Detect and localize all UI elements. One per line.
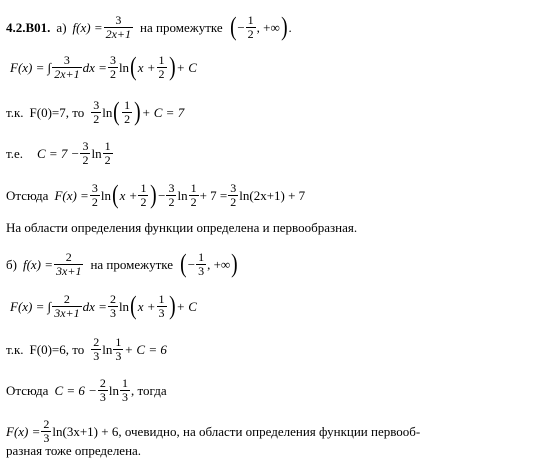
part-a-f-fraction: $\frac{3}{2x+1}$ [105,13,132,41]
part-b-final-line: F(x) = $\frac{2}{3}$ ln(3x+1) + 6 , очевидно, на области определения функции первооб- [6,417,421,445]
part-b-condition-line: т.к. F(0)=6, то $\frac{2}{3}$ ln $\frac{1}{3}$ + C = 6 [6,335,167,363]
part-a-conclusion: На области определения функции определена и первообразная. [6,220,358,235]
part-b-final-line-2: разная тоже определена. [6,443,142,458]
part-b-label: б) [6,256,17,272]
part-b-function-line: б) f(x) = $\frac{2}{3x+1}$ на промежутке ( − $\frac{1}{3}$ , +∞ ) [6,249,238,279]
part-b-primitive-line: F(x) = ∫ $\frac{2}{3x+1}$ dx = $\frac{2}{3}$ ln ( x + $\frac{1}{3}$ ) + C [10,291,197,321]
part-a-interval-fraction: $\frac{1}{2}$ [247,13,254,41]
part-a-f-lhs: f(x) = [72,19,103,35]
problem-id: 4.2.B01. [6,19,51,35]
part-a-interval-text: на промежутке [140,19,223,35]
part-a-condition-line: т.к. F(0)=7, то $\frac{3}{2}$ ln ( $\frac{1}{2}$ ) + C = 7 [6,97,185,127]
part-a-function-line: 4.2.B01. а) f(x) = $\frac{3}{2x+1}$ на промежутке ( − $\frac{1}{2}$ , +∞ ) . [6,12,292,42]
part-b-c-line: Отсюда C = 6 − $\frac{2}{3}$ ln $\frac{1}{3}$ , тогда [6,376,167,404]
part-a-final-line: Отсюда F(x) = $\frac{3}{2}$ ln ( x + $\frac{1}{2}$ ) − $\frac{3}{2}$ ln $\frac{1}{2}$ + 7 = $\frac{3}{2}$ ln(2x+1) + 7 [6,180,306,210]
part-a-te-line: т.е. C = 7 − $\frac{3}{2}$ ln $\frac{1}{2}$ [6,139,111,167]
part-a-label: а) [56,19,67,35]
part-a-primitive-line: F(x) = ∫ $\frac{3}{2x+1}$ dx = $\frac{3}{2}$ ln ( x + $\frac{1}{2}$ ) + C [10,52,197,82]
